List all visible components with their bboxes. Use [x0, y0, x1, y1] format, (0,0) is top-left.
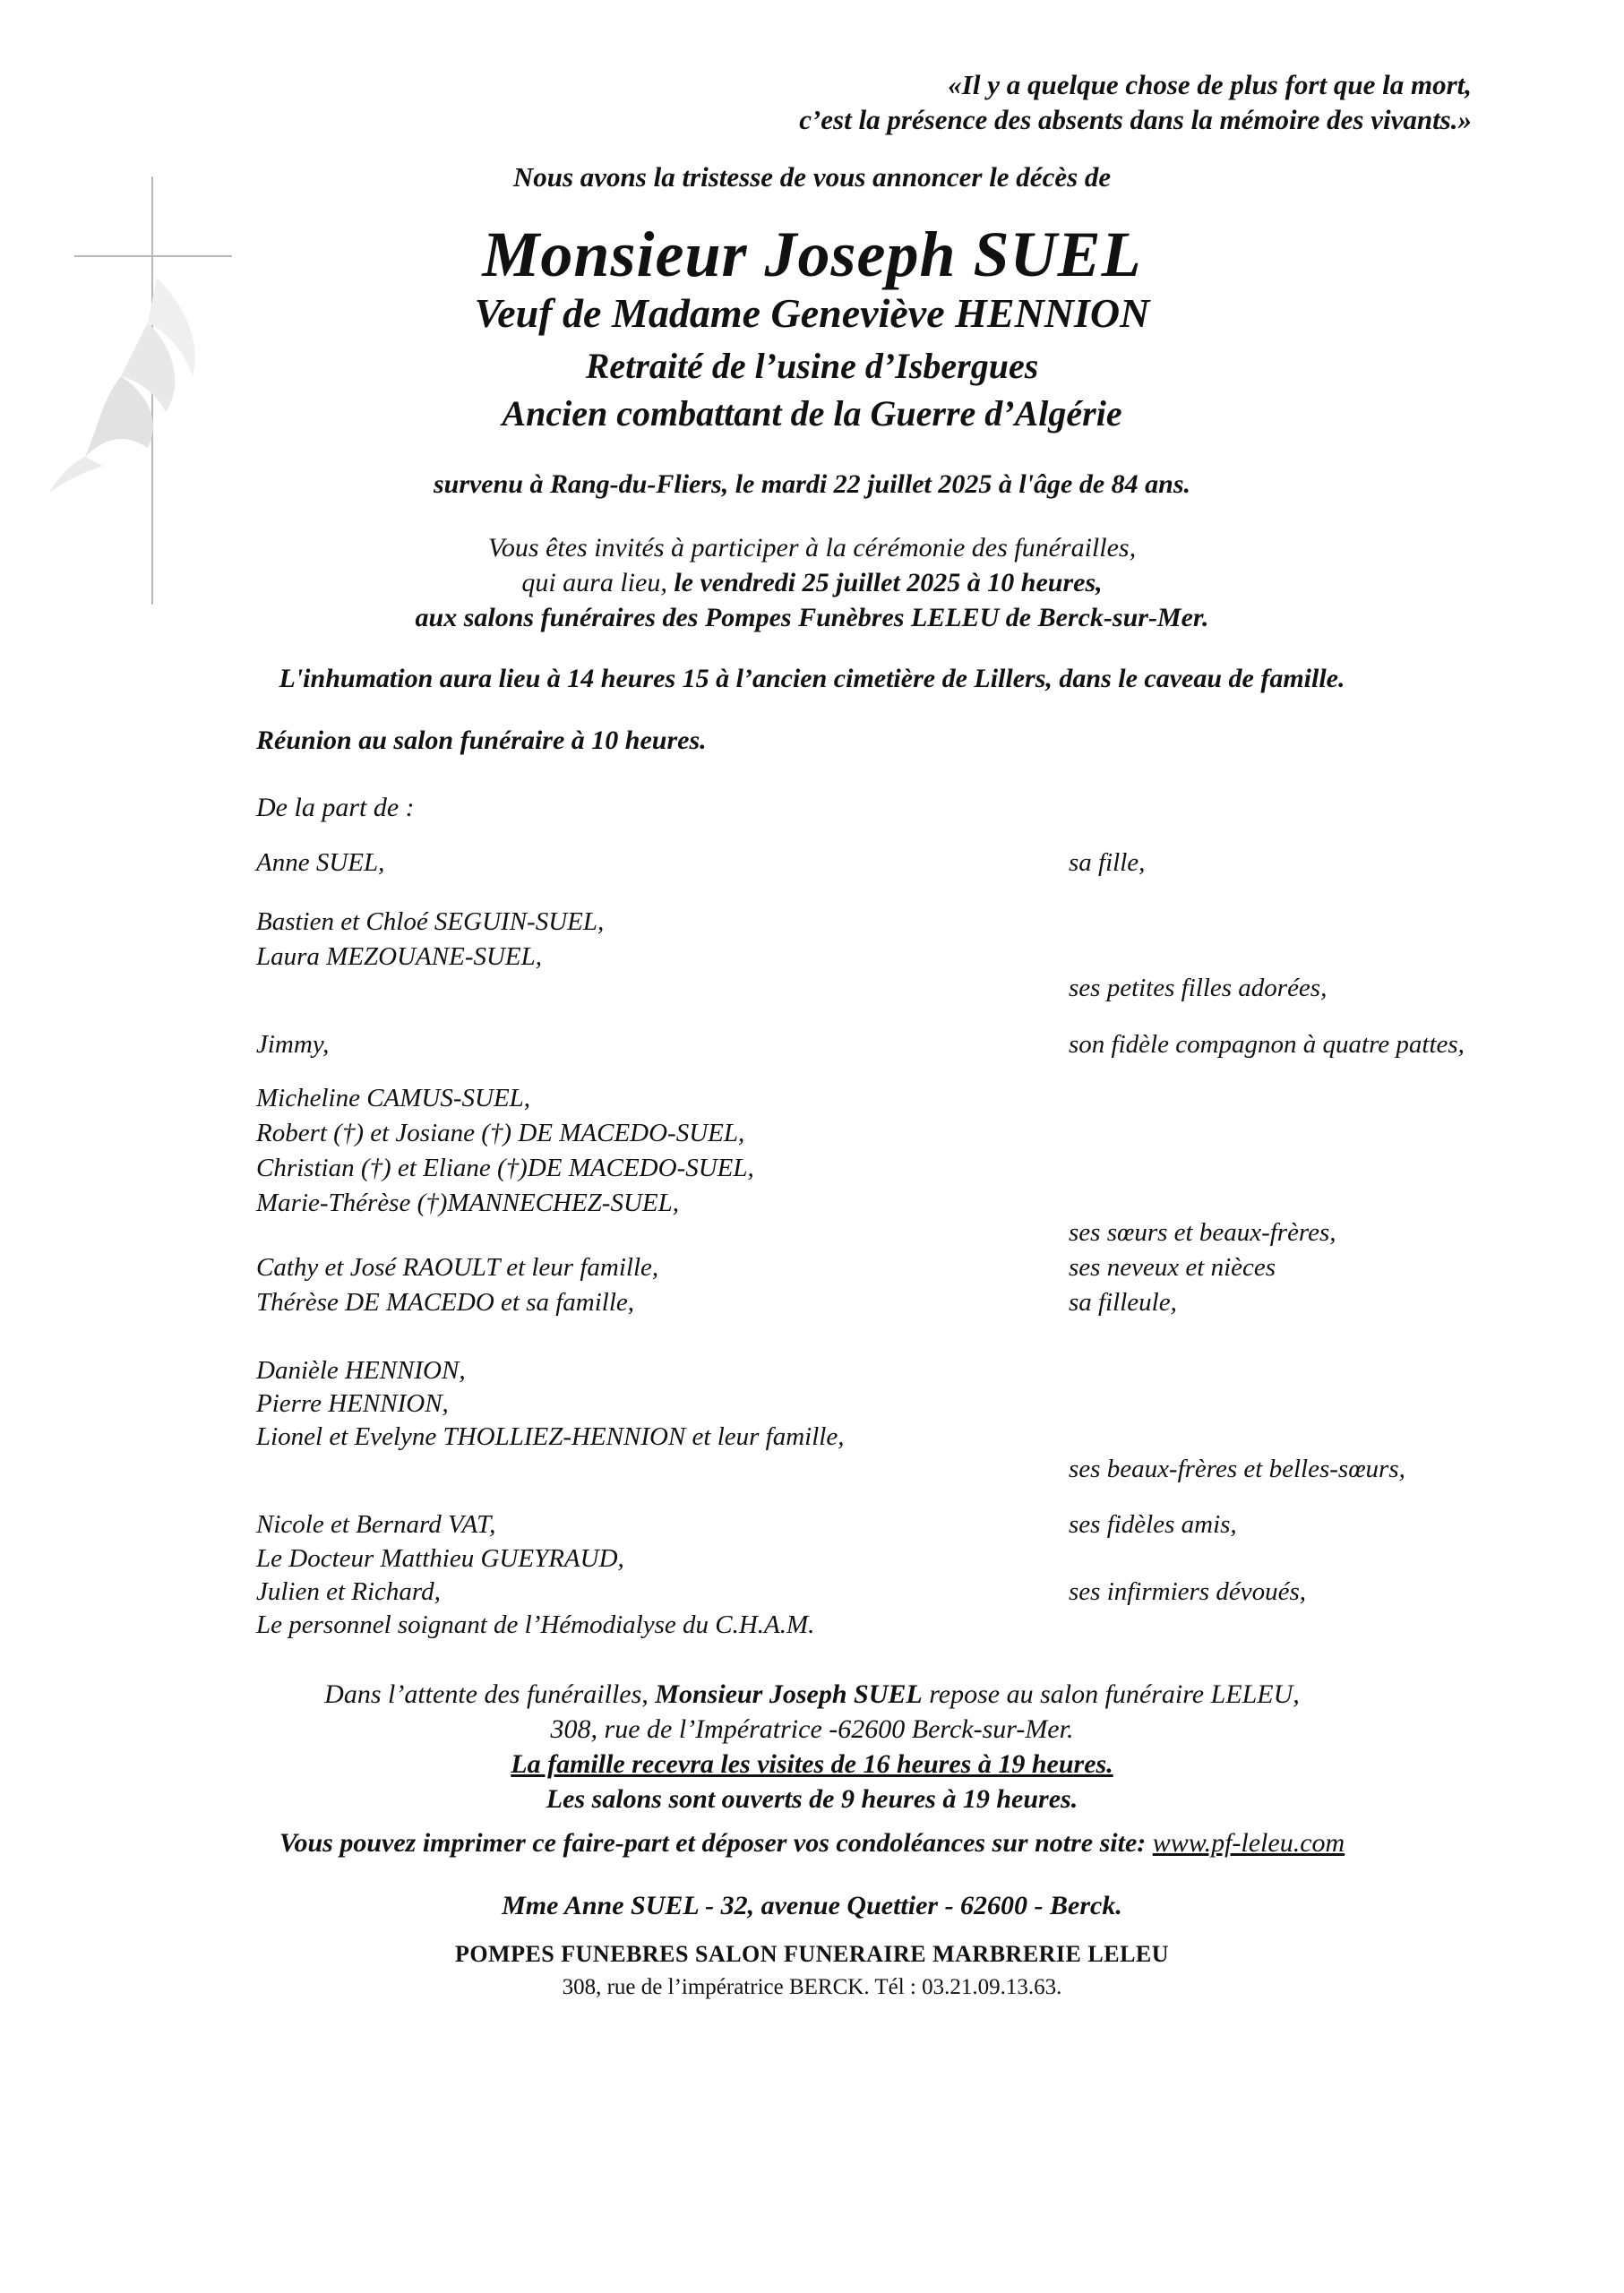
- family-name: Pierre HENNION,: [256, 1389, 449, 1418]
- family-name: Marie-Thérèse (†)MANNECHEZ-SUEL,: [256, 1189, 680, 1217]
- family-name: Laura MEZOUANE-SUEL,: [256, 942, 543, 971]
- family-relation: sa fille,: [1069, 848, 1146, 877]
- family-name: Micheline CAMUS-SUEL,: [256, 1084, 531, 1112]
- family-name: Christian (†) et Eliane (†)DE MACEDO-SUEL,: [256, 1154, 754, 1182]
- family-name: Danièle HENNION,: [256, 1356, 466, 1385]
- family-relation: ses infirmiers dévoués,: [1069, 1577, 1306, 1606]
- ceremony-date: le vendredi 25 juillet 2025 à 10 heures,: [674, 568, 1103, 597]
- family-relation: ses fidèles amis,: [1069, 1510, 1237, 1539]
- ceremony-line-2a: qui aura lieu,: [521, 568, 675, 597]
- family-name: Thérèse DE MACEDO et sa famille,: [256, 1288, 635, 1317]
- ceremony-block: [0, 530, 1624, 635]
- repose-text-c: repose au salon funéraire LELEU,: [922, 1679, 1300, 1709]
- reunion-line: Réunion au salon funéraire à 10 heures.: [256, 726, 707, 755]
- ceremony-line-1: Vous êtes invités à participer à la cérémonie des funérailles,: [487, 533, 1137, 563]
- family-name: Cathy et José RAOULT et leur famille,: [256, 1253, 659, 1282]
- family-name: Le Docteur Matthieu GUEYRAUD,: [256, 1544, 624, 1573]
- family-relation: son fidèle compagnon à quatre pattes,: [1069, 1030, 1465, 1059]
- family-relation: ses beaux-frères et belles-sœurs,: [1069, 1455, 1405, 1483]
- family-name: Julien et Richard,: [256, 1577, 441, 1606]
- veteran-line: Ancien combattant de la Guerre d’Algérie: [502, 393, 1122, 434]
- ceremony-line-2: [0, 565, 1624, 600]
- family-relation: ses petites filles adorées,: [1069, 974, 1328, 1002]
- funeral-home-address: 308, rue de l’impératrice BERCK. Tél : 03.21.09.13.63.: [562, 1975, 1062, 1999]
- inhumation-line: L'inhumation aura lieu à 14 heures 15 à l’ancien cimetière de Lillers, dans le caveau de famille.: [279, 664, 1345, 693]
- repose-line-1: [0, 1677, 1624, 1712]
- funeral-home-name: POMPES FUNEBRES SALON FUNERAIRE MARBRERIE LELEU: [454, 1941, 1170, 1967]
- family-relation: ses sœurs et beaux-frères,: [1069, 1218, 1336, 1247]
- family-name: Le personnel soignant de l’Hémodialyse du C.H.A.M.: [256, 1610, 815, 1639]
- ceremony-line-3: aux salons funéraires des Pompes Funèbres LELEU de Berck-sur-Mer.: [415, 603, 1209, 632]
- repose-text-a: Dans l’attente des funérailles,: [324, 1679, 656, 1709]
- family-name: Lionel et Evelyne THOLLIEZ-HENNION et leur famille,: [256, 1422, 845, 1451]
- print-line: [0, 1828, 1624, 1859]
- repose-line-2: 308, rue de l’Impératrice -62600 Berck-sur-Mer.: [550, 1714, 1074, 1744]
- family-name: Robert (†) et Josiane (†) DE MACEDO-SUEL,: [256, 1119, 745, 1147]
- widow-line: Veuf de Madame Geneviève HENNION: [474, 290, 1150, 336]
- family-relation: ses neveux et nièces: [1069, 1253, 1276, 1282]
- repose-name: Monsieur Joseph SUEL: [655, 1679, 923, 1709]
- repose-block: [0, 1677, 1624, 1816]
- quote-line-1: «Il y a quelque chose de plus fort que la mort,: [948, 69, 1472, 100]
- repose-line-3: La famille recevra les visites de 16 heures à 19 heures.: [511, 1749, 1113, 1779]
- print-text: Vous pouvez imprimer ce faire-part et déposer vos condoléances sur notre site:: [279, 1828, 1153, 1858]
- family-name: Jimmy,: [256, 1030, 330, 1059]
- family-name: Anne SUEL,: [256, 848, 385, 877]
- repose-line-4: Les salons sont ouverts de 9 heures à 19 heures.: [546, 1784, 1078, 1814]
- retired-line: Retraité de l’usine d’Isbergues: [585, 346, 1039, 386]
- deceased-name: Monsieur Joseph SUEL: [482, 219, 1142, 290]
- contact-line: Mme Anne SUEL - 32, avenue Quettier - 62600 - Berck.: [502, 1891, 1122, 1920]
- intro-text: Nous avons la tristesse de vous annoncer le décès de: [512, 161, 1112, 193]
- family-name: Nicole et Bernard VAT,: [256, 1510, 496, 1539]
- quote-line-2: c’est la présence des absents dans la mémoire des vivants.»: [799, 104, 1472, 135]
- death-line: survenu à Rang-du-Fliers, le mardi 22 juillet 2025 à l'âge de 84 ans.: [433, 469, 1191, 499]
- family-name: Bastien et Chloé SEGUIN-SUEL,: [256, 907, 605, 936]
- family-relation: sa filleule,: [1069, 1288, 1177, 1317]
- de-la-part-label: De la part de :: [256, 793, 415, 822]
- website-link[interactable]: www.pf-leleu.com: [1152, 1828, 1345, 1858]
